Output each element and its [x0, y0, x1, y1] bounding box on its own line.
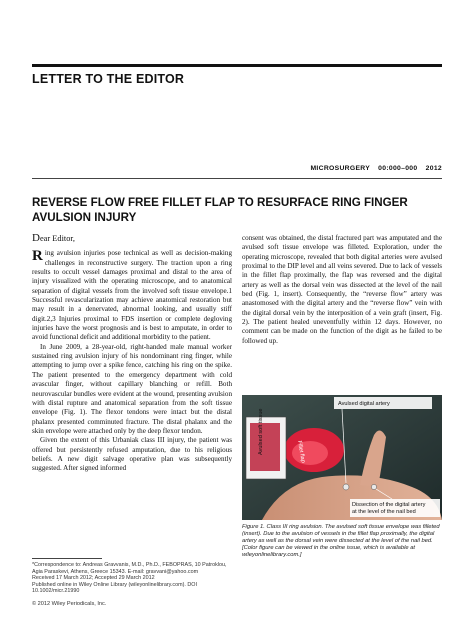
copyright: © 2012 Wiley Periodicals, Inc.	[32, 601, 107, 607]
journal-pages: 00:000–000	[378, 165, 418, 172]
label-avulsed-artery: Avulsed digital artery	[338, 401, 390, 407]
caption-label: Figure 1.	[242, 524, 265, 530]
paragraph-1: Ring avulsion injuries pose technical as well as decision-making challenges in reconstructive surgery. The traction upon a ring results to occult vessel damages proximal and distal to the area of injury visualized with the operating microscope, and to anatomical separation of digital vessels from the involved soft tissue envelope.1 Successful revascularization may achieve anatomical restoration but may result in a denervated, abnormal looking, and usually stiff digit.2,3 Injuries proximal to FDS insertion or complete degloving injuries have the worst prognosis and is best to amputate, in order to avoid functional deficit and additional morbidity to the patient.	[32, 248, 232, 342]
paragraph-4: consent was obtained, the distal fractured part was amputated and the avulsed soft tissue envelope was filleted. Exploration, under the operating microscope, revealed that both digital arteries were avulsed proximal to the DIP level and all veins severed. Due to lack of vessels in the fillet flap proximally, the flap was reversed and the digital artery as well as the dorsal vein was dissected at the level of the nail bed (Fig. 1, insert). Consequently, the “reverse flow” artery was anastomosed with the digital artery and the “reverse flow” vein with the digital dorsal vein by the interposition of a vein graft (insert, Fig. 2). The patient healed uneventfully within 12 days. However, no comment can be made on the function of the digit as he failed to be followed up.	[242, 234, 442, 345]
figure-1-image	[242, 395, 442, 520]
label-fillet-flap: Fillet flap	[296, 440, 306, 464]
article-title: REVERSE FLOW FREE FILLET FLAP TO RESURFACE RING FINGER AVULSION INJURY	[32, 196, 408, 224]
paragraph-2: In June 2009, a 28-year-old, right-handed male manual worker sustained ring avulsion injury of his nondominant ring finger, while attempting to jump over a spike fence, catching his ring on the spike. The patient presented to the emergency department with cold avascular finger, without capillary blanching or refill. Both neurovascular bundles were evident at the wound, presenting avulsion with distal rupture and anatomical separation from the soft tissue envelope (Fig. 1). The flexor tendons were intact but the distal phalanx presented comminuted fracture. The distal phalanx and the skin envelope were attached only by the deep flexor tendon.	[32, 342, 232, 435]
caption-text: Class III ring avulsion. The avulsed soft tissue envelope was filleted (insert). Due to the avulsion of vessels in the fillet flap proximally, the digital artery as well as the dorsal vein were dissected at the level of the nail bed. [Color figure can be viewed in the online issue, which is available at wileyonlinelibrary.com.]	[242, 524, 440, 559]
footnote-line: Published online in Wiley Online Library (wileyonlinelibrary.com). DOI 10.1002/micr.21990	[32, 581, 197, 595]
header-rule	[32, 178, 442, 179]
journal-name: MICROSURGERY	[310, 165, 370, 172]
label-soft-tissue: Avulsed soft tissue	[258, 408, 264, 455]
paragraph-3: Given the extent of this Urbaniak class III injury, the patient was offered but persistently refused amputation, due to his religious beliefs. A new digit salvage operative plan was subsequently suggested. After signed informed	[32, 436, 232, 473]
label-dissection: Dissection of the digital artery at the level of the nail bed	[352, 502, 426, 515]
section-label: LETTER TO THE EDITOR	[32, 72, 185, 86]
footnote-line: Received 17 March 2012; Accepted 29 March 2012	[32, 575, 155, 582]
top-rule	[32, 64, 442, 67]
correspondence-footnote	[32, 562, 232, 595]
right-column	[242, 234, 442, 346]
left-column	[32, 234, 232, 474]
journal-year: 2012	[425, 165, 442, 172]
journal-header	[210, 165, 442, 172]
figure-1-caption	[242, 524, 442, 559]
footnote-line: *Correspondence to: Andreas Gravvanis, M.D., Ph.D., FEBOPRAS, 10 Patroklou, Agia Paraskevi, Athens, Greece 15343. E-mail: gravvani@yahoo.com	[32, 562, 227, 575]
salutation: Dear Editor,	[32, 232, 75, 244]
drop-cap: R	[32, 248, 43, 265]
footnote-rule	[32, 558, 102, 559]
